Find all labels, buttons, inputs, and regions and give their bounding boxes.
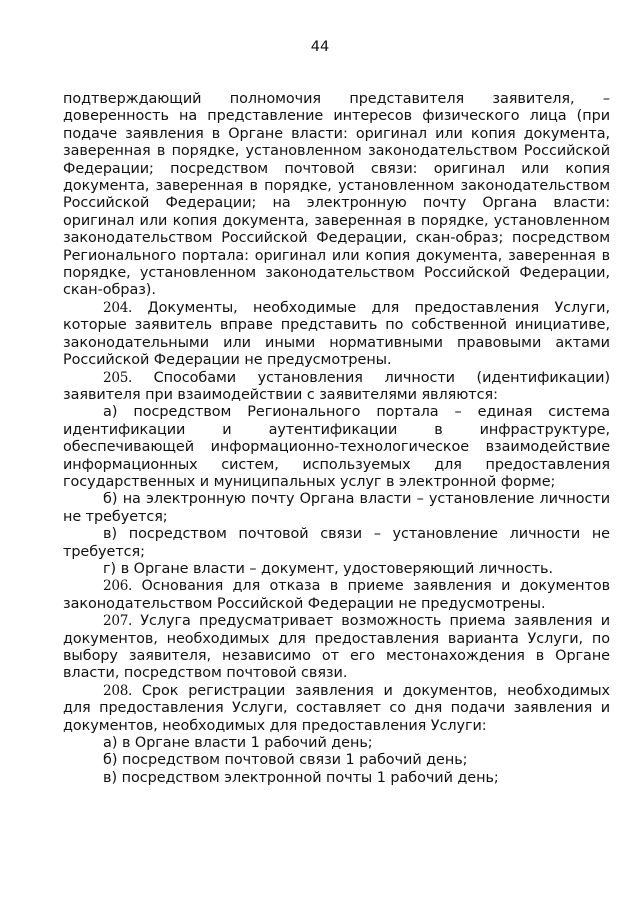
- paragraph-text: Документы, необходимые для предоставления Услуги, которые заявитель вправе представить по собственной инициативе, законодательными или иными нормативными правовыми актами Российской Федерации не предусмотрены.: [63, 299, 610, 369]
- paragraph-206: [63, 578, 610, 613]
- paragraph-text: Основания для отказа в приеме заявления и документов законодательством Российской Федерации не предусмотрены.: [63, 578, 611, 612]
- document-body: [63, 91, 610, 787]
- subitem-b-208: [63, 752, 610, 769]
- subitem-v-208: [63, 770, 610, 787]
- paragraph-207: [63, 613, 610, 683]
- subitem-b: [63, 491, 610, 526]
- clause-number: 208.: [103, 682, 133, 699]
- subitem-label: б): [103, 752, 118, 769]
- subitem-a: [63, 404, 610, 491]
- subitem-v: [63, 526, 610, 561]
- paragraph-text: посредством Регионального портала – единая система идентификации и аутентификации в инфраструктуре, обеспечивающей информационно-технологическое взаимодействие информационных систем, используемых для предоставления государственных и муниципальных услуг в электронной форме;: [63, 404, 610, 490]
- subitem-label: а): [103, 404, 118, 421]
- paragraph-continuation: [63, 91, 610, 300]
- paragraph-text: посредством почтовой связи – установление личности не требуется;: [63, 526, 610, 560]
- paragraph-204: [63, 300, 610, 370]
- paragraph-208: [63, 683, 610, 735]
- paragraph-text: Срок регистрации заявления и документов, необходимых для предоставления Услуги, составляет со дня подачи заявления и документов, необходимых для предоставления Услуги:: [63, 682, 611, 734]
- paragraph-text: Способами установления личности (идентификации) заявителя при взаимодействии с заявителями являются:: [63, 369, 611, 403]
- subitem-label: б): [103, 491, 118, 508]
- clause-number: 204.: [103, 299, 133, 316]
- paragraph-text: подтверждающий полномочия представителя заявителя, – доверенность на представление интересов физического лица (при подаче заявления в Органе власти: оригинал или копия документа, заверенная в порядке, установленном законодательством Российской Федерации; посредством почтовой связи: оригинал или копия документа, заверенная в порядке, установленном законодательством Российской Федерации; на электронную почту Органа власти: оригинал или копия документа, заверенная в порядке, установленном законодательством Российской Федерации, скан-образ; посредством Регионального портала: оригинал или копия документа, заверенная в порядке, установленном законодательством Российской Федерации, скан-образ).: [63, 91, 610, 299]
- subitem-label: в): [103, 769, 118, 786]
- paragraph-text: посредством почтовой связи 1 рабочий день;: [122, 752, 468, 769]
- page-number: 44: [310, 39, 330, 55]
- subitem-label: в): [103, 526, 118, 543]
- paragraph-205: [63, 370, 610, 405]
- clause-number: 205.: [103, 369, 133, 386]
- paragraph-text: посредством электронной почты 1 рабочий день;: [121, 769, 499, 786]
- clause-number: 207.: [103, 613, 133, 630]
- subitem-g: [63, 561, 610, 578]
- clause-number: 206.: [103, 578, 133, 595]
- subitem-label: а): [103, 735, 118, 752]
- paragraph-text: Услуга предусматривает возможность приема заявления и документов, необходимых для предоставления варианта Услуги, по выбору заявителя, независимо от его местонахождения в Органе власти, посредством почтовой связи.: [63, 613, 610, 682]
- paragraph-text: в Органе власти – документ, удостоверяющий личность.: [120, 560, 554, 577]
- subitem-label: г): [103, 560, 117, 577]
- subitem-a-208: [63, 735, 610, 752]
- paragraph-text: на электронную почту Органа власти – установление личности не требуется;: [63, 491, 610, 525]
- paragraph-text: в Органе власти 1 рабочий день;: [121, 735, 373, 752]
